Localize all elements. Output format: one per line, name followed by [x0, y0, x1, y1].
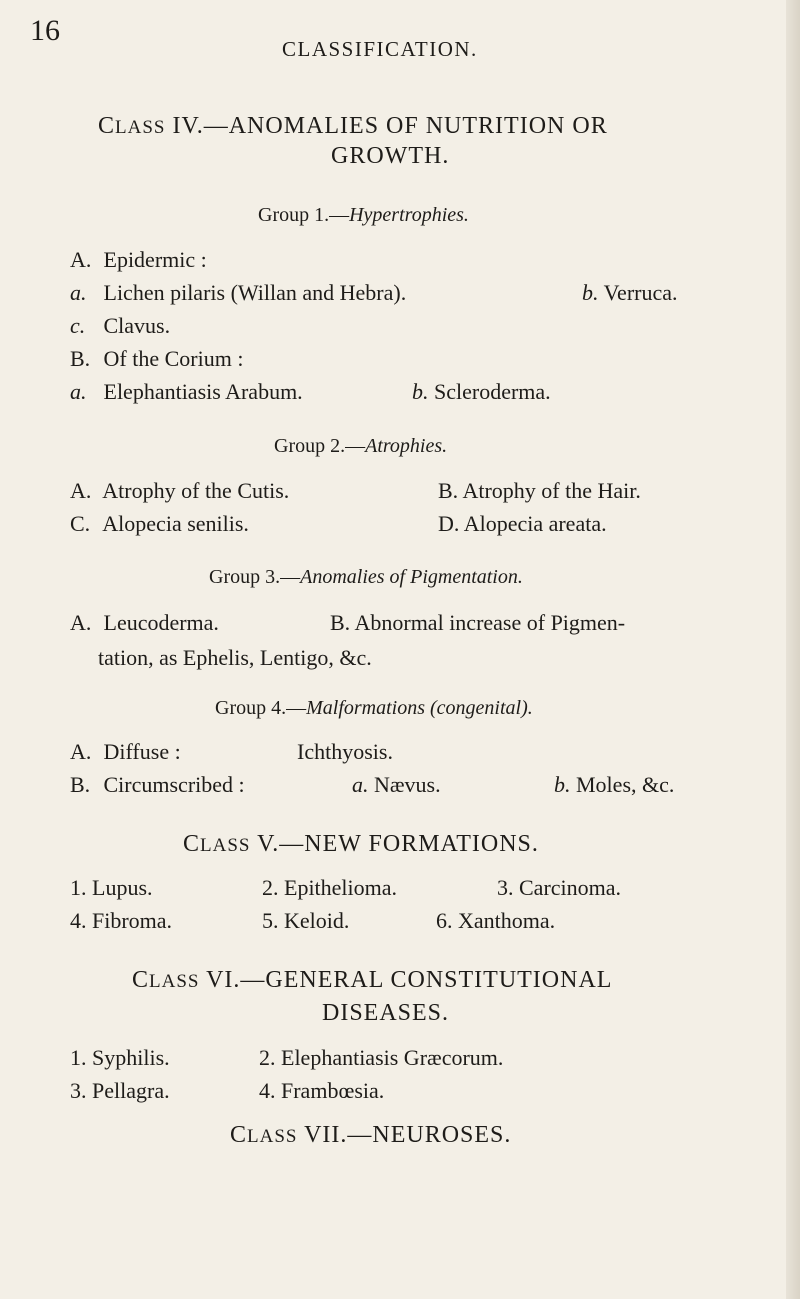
label: A.: [70, 478, 92, 503]
text: Abnormal increase of Pigmen-: [354, 610, 626, 635]
text: Circumscribed :: [103, 772, 245, 797]
group1-Bb: [412, 379, 551, 405]
group1-name: Hypertrophies.: [349, 204, 469, 226]
group2-B: [438, 478, 641, 504]
group1-heading: [258, 204, 469, 227]
group1-Ba: [70, 379, 303, 405]
group2-prefix: Group 2.—: [274, 435, 366, 457]
label: A.: [70, 247, 92, 272]
group4-A-value: Ichthyosis.: [297, 739, 393, 764]
class4-word: CLASS: [98, 113, 166, 139]
label: a.: [70, 379, 87, 404]
label: B.: [70, 772, 91, 797]
group1-A: [70, 247, 207, 273]
class5-word-rest: LASS: [200, 835, 251, 856]
class4-word-rest: LASS: [115, 117, 166, 138]
class4-title-line2: GROWTH.: [331, 143, 450, 169]
class6-word-rest: LASS: [149, 971, 200, 992]
group4-A: [70, 739, 181, 765]
group3-B-continuation: tation, as Ephelis, Lentigo, &c.: [98, 645, 372, 670]
running-head: CLASSIFICATION.: [282, 37, 478, 61]
class5-item-6: 6. Xanthoma.: [436, 908, 556, 933]
class6-item-4: 4. Frambœsia.: [259, 1078, 385, 1103]
group3-prefix: Group 3.—: [209, 566, 301, 588]
text: Leucoderma.: [103, 610, 219, 635]
label: a.: [352, 772, 369, 797]
page-number: 16: [30, 14, 60, 47]
group2-name: Atrophies.: [365, 435, 448, 457]
class6-heading: [132, 967, 612, 994]
group1-c: [70, 313, 170, 339]
group3-name: Anomalies of Pigmentation.: [300, 566, 523, 588]
label: b.: [582, 280, 599, 305]
group4-Ba: [352, 772, 441, 798]
text: Clavus.: [103, 313, 171, 338]
class6-item-2: 2. Elephantiasis Græcorum.: [259, 1045, 504, 1070]
text: Elephantiasis Arabum.: [103, 379, 303, 404]
label: b.: [554, 772, 571, 797]
group3-A: [70, 610, 219, 636]
group4-Bb: [554, 772, 674, 798]
text: Of the Corium :: [103, 346, 244, 371]
class5-item-3: 3. Carcinoma.: [497, 875, 622, 900]
class5-heading: [183, 831, 539, 858]
label: c.: [70, 313, 86, 338]
text: Scleroderma.: [434, 379, 551, 404]
class6-item-3: 3. Pellagra.: [70, 1078, 170, 1103]
group4-B: [70, 772, 245, 798]
class5-item-1: 1. Lupus.: [70, 875, 153, 900]
class6-word: CLASS: [132, 967, 200, 993]
text: Verruca.: [603, 280, 678, 305]
class5-word: CLASS: [183, 831, 251, 857]
class4-heading: [98, 113, 608, 140]
text: Epidermic :: [103, 247, 207, 272]
group1-b: [582, 280, 678, 306]
class7-word: CLASS: [230, 1122, 298, 1148]
text: Lichen pilaris (Willan and Hebra).: [103, 280, 407, 305]
class4-title-line1: IV.—ANOMALIES OF NUTRITION OR: [172, 113, 608, 139]
label: A.: [70, 610, 92, 635]
group3-B: [330, 610, 625, 636]
label: a.: [70, 280, 87, 305]
group2-C: [70, 511, 249, 537]
group1-a: [70, 280, 406, 306]
class7-title: VII.—NEUROSES.: [304, 1122, 512, 1148]
text: Alopecia areata.: [463, 511, 607, 536]
class6-title-line2: DISEASES.: [322, 1000, 450, 1026]
class5-item-5: 5. Keloid.: [262, 908, 350, 933]
class6-item-1: 1. Syphilis.: [70, 1045, 170, 1070]
group1-prefix: Group 1.—: [258, 204, 350, 226]
label: b.: [412, 379, 429, 404]
class5-item-4: 4. Fibroma.: [70, 908, 173, 933]
class5-item-2: 2. Epithelioma.: [262, 875, 398, 900]
class5-title: V.—NEW FORMATIONS.: [257, 831, 539, 857]
group3-heading: [209, 566, 523, 589]
class7-heading: [230, 1122, 511, 1149]
group4-name: Malformations: [306, 697, 426, 719]
class6-title-line1: VI.—GENERAL CONSTITUTIONAL: [206, 967, 613, 993]
text: Diffuse :: [103, 739, 181, 764]
class7-word-rest: LASS: [247, 1126, 298, 1147]
group4-paren: (congenital).: [430, 697, 533, 719]
group4-prefix: Group 4.—: [215, 697, 307, 719]
text: Nævus.: [374, 772, 441, 797]
text: Moles, &c.: [576, 772, 675, 797]
group1-B: [70, 346, 243, 372]
label: B.: [330, 610, 351, 635]
group4-heading: [215, 697, 533, 720]
label: C.: [70, 511, 91, 536]
label: B.: [70, 346, 91, 371]
group2-heading: [274, 435, 447, 458]
label: B.: [438, 478, 459, 503]
text: Alopecia senilis.: [102, 511, 249, 536]
label: A.: [70, 739, 92, 764]
label: D.: [438, 511, 460, 536]
group2-D: [438, 511, 607, 537]
page-edge: [786, 0, 800, 1299]
text: Atrophy of the Hair.: [462, 478, 641, 503]
group2-A: [70, 478, 289, 504]
text: Atrophy of the Cutis.: [102, 478, 290, 503]
